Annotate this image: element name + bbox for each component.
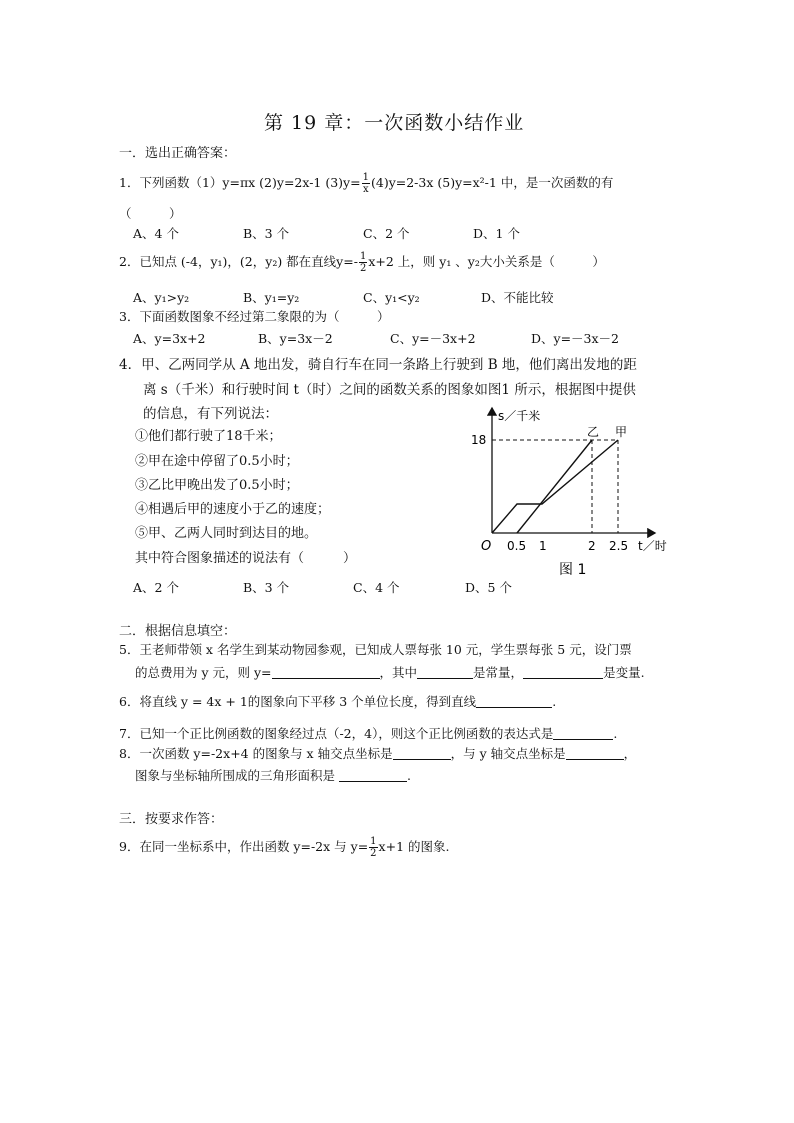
figure-1-graph	[455, 400, 685, 585]
q5-line-1: 5．王老师带领 x 名学生到某动物园参观，已知成人票每张 10 元，学生票每张 5 元，设门票	[119, 642, 632, 657]
q4-option-a: A、2 个	[133, 580, 179, 595]
label-yi: 乙	[587, 425, 600, 439]
q6-text-a: 6．将直线 y = 4x + 1的图象向下平移 3 个单位长度，得到直线	[119, 694, 477, 709]
q2-option-c: C、y₁<y₂	[363, 290, 420, 305]
q7-blank[interactable]	[553, 727, 613, 740]
q4-option-b: B、3 个	[243, 580, 290, 595]
q6-text-b: .	[552, 694, 557, 709]
fraction-numerator: 1	[359, 251, 367, 262]
question-2	[119, 251, 605, 274]
q4-conclusion: 其中符合图象描述的说法有（ ）	[135, 551, 357, 566]
q4-statement-3: ③乙比甲晚出发了0.5小时；	[135, 478, 299, 493]
q8-blank-x-intercept[interactable]	[393, 747, 451, 760]
x-tick-2: 2	[588, 539, 596, 553]
q4-line-1: 4．甲、乙两同学从 A 地出发，骑自行车在同一条路上行驶到 B 地，他们离出发地的距	[119, 357, 637, 373]
question-8	[119, 744, 636, 762]
q2-fraction	[359, 251, 367, 274]
fraction-denominator: x	[362, 184, 369, 195]
fraction-numerator: 1	[362, 172, 369, 183]
q1-answer-paren: （ ）	[119, 206, 182, 221]
q1-option-a: A、4 个	[133, 226, 179, 241]
q5-text-c: 是常量，	[473, 665, 524, 680]
fraction-numerator: 1	[370, 836, 377, 847]
q1-text-b: (4)y=2-3x (5)y=x²-1 中，是一次函数的有	[370, 175, 614, 190]
y-axis-label: s／千米	[498, 409, 541, 423]
x-tick-1: 1	[539, 539, 547, 553]
q5-text-b: ，其中	[379, 665, 418, 680]
fraction-denominator: 2	[359, 263, 367, 274]
x-tick-2-5: 2.5	[609, 539, 629, 553]
line-yi	[517, 440, 592, 533]
section-heading-3: 三．按要求作答：	[119, 812, 224, 827]
x-tick-0-5: 0.5	[507, 539, 527, 553]
q4-statement-1: ①他们都行驶了18千米；	[135, 429, 282, 444]
q5-blank-expression[interactable]	[272, 666, 380, 679]
q8-line2-text-a: 图象与坐标轴所围成的三角形面积是	[135, 768, 336, 783]
q1-option-c: C、2 个	[363, 226, 410, 241]
q2-option-a: A、y₁>y₂	[133, 290, 190, 305]
question-1	[119, 172, 613, 195]
section-heading-2: 二．根据信息填空：	[119, 624, 237, 639]
q2-option-b: B、y₁=y₂	[243, 290, 300, 305]
question-3: 3．下面函数图象不经过第二象限的为（ ）	[119, 309, 390, 324]
q4-line-2: 离 s（千米）和行驶时间 t（时）之间的函数关系的图象如图1 所示，根据图中提供	[143, 382, 636, 398]
q5-blank-variable[interactable]	[523, 666, 603, 679]
q5-text-d: 是变量.	[603, 665, 645, 680]
y-tick-18: 18	[471, 433, 487, 447]
q8-text-b: ，与 y 轴交点坐标是	[450, 746, 566, 761]
q4-line-3: 的信息，有下列说法：	[143, 406, 278, 422]
q9-text-a: 9．在同一坐标系中，作出函数 y=-2x 与 y=	[119, 839, 369, 854]
q8-blank-y-intercept[interactable]	[566, 747, 624, 760]
q3-option-c: C、y=－3x+2	[390, 331, 476, 346]
q8-line-2	[135, 766, 411, 784]
q8-line2-text-b: .	[407, 768, 411, 783]
q8-blank-area[interactable]	[339, 769, 407, 782]
page-title: 第 19 章：一次函数小结作业	[264, 112, 525, 134]
q1-option-d: D、1 个	[473, 226, 520, 241]
q4-option-d: D、5 个	[465, 580, 512, 595]
figure-caption: 图 1	[559, 562, 587, 578]
q4-option-c: C、4 个	[353, 580, 400, 595]
q3-option-d: D、y=－3x－2	[531, 331, 620, 346]
q5-line-2	[135, 663, 645, 681]
q1-text-a: 1．下列函数（1）y=πx (2)y=2x-1 (3)y=	[119, 175, 361, 190]
x-axis-label: t／时	[638, 539, 667, 553]
q6-blank[interactable]	[476, 695, 552, 708]
fraction-denominator: 2	[370, 848, 377, 859]
q8-text-a: 8．一次函数 y=-2x+4 的图象与 x 轴交点坐标是	[119, 746, 393, 761]
q2-text-a: 2．已知点 (-4，y₁)，(2，y₂) 都在直线y=-	[119, 254, 358, 269]
q7-text-a: 7．已知一个正比例函数的图象经过点（-2，4），则这个正比例函数的表达式是	[119, 726, 554, 741]
question-6	[119, 692, 556, 710]
q9-fraction	[369, 836, 377, 859]
q1-option-b: B、3 个	[243, 226, 290, 241]
q4-statement-5: ⑤甲、乙两人同时到达目的地。	[135, 526, 318, 541]
q4-statement-2: ②甲在途中停留了0.5小时；	[135, 454, 299, 469]
q1-fraction	[362, 172, 370, 195]
section-heading-1: 一．选出正确答案：	[119, 146, 237, 161]
label-jia: 甲	[615, 425, 628, 439]
q2-text-b: x+2 上，则 y₁ 、y₂大小关系是（ ）	[368, 254, 605, 269]
q8-text-c: ，	[623, 746, 637, 761]
q3-option-b: B、y=3x－2	[258, 331, 333, 346]
origin-label: O	[481, 539, 492, 554]
q4-statement-4: ④相遇后甲的速度小于乙的速度；	[135, 502, 331, 517]
q3-option-a: A、y=3x+2	[133, 331, 206, 346]
q9-text-b: x+1 的图象.	[378, 839, 450, 854]
q5-text-a: 的总费用为 y 元，则 y=	[135, 665, 272, 680]
q2-option-d: D、不能比较	[481, 290, 554, 305]
q7-text-b: .	[613, 726, 618, 741]
question-7	[119, 724, 617, 742]
q5-blank-constant[interactable]	[417, 666, 473, 679]
question-9	[119, 836, 449, 859]
